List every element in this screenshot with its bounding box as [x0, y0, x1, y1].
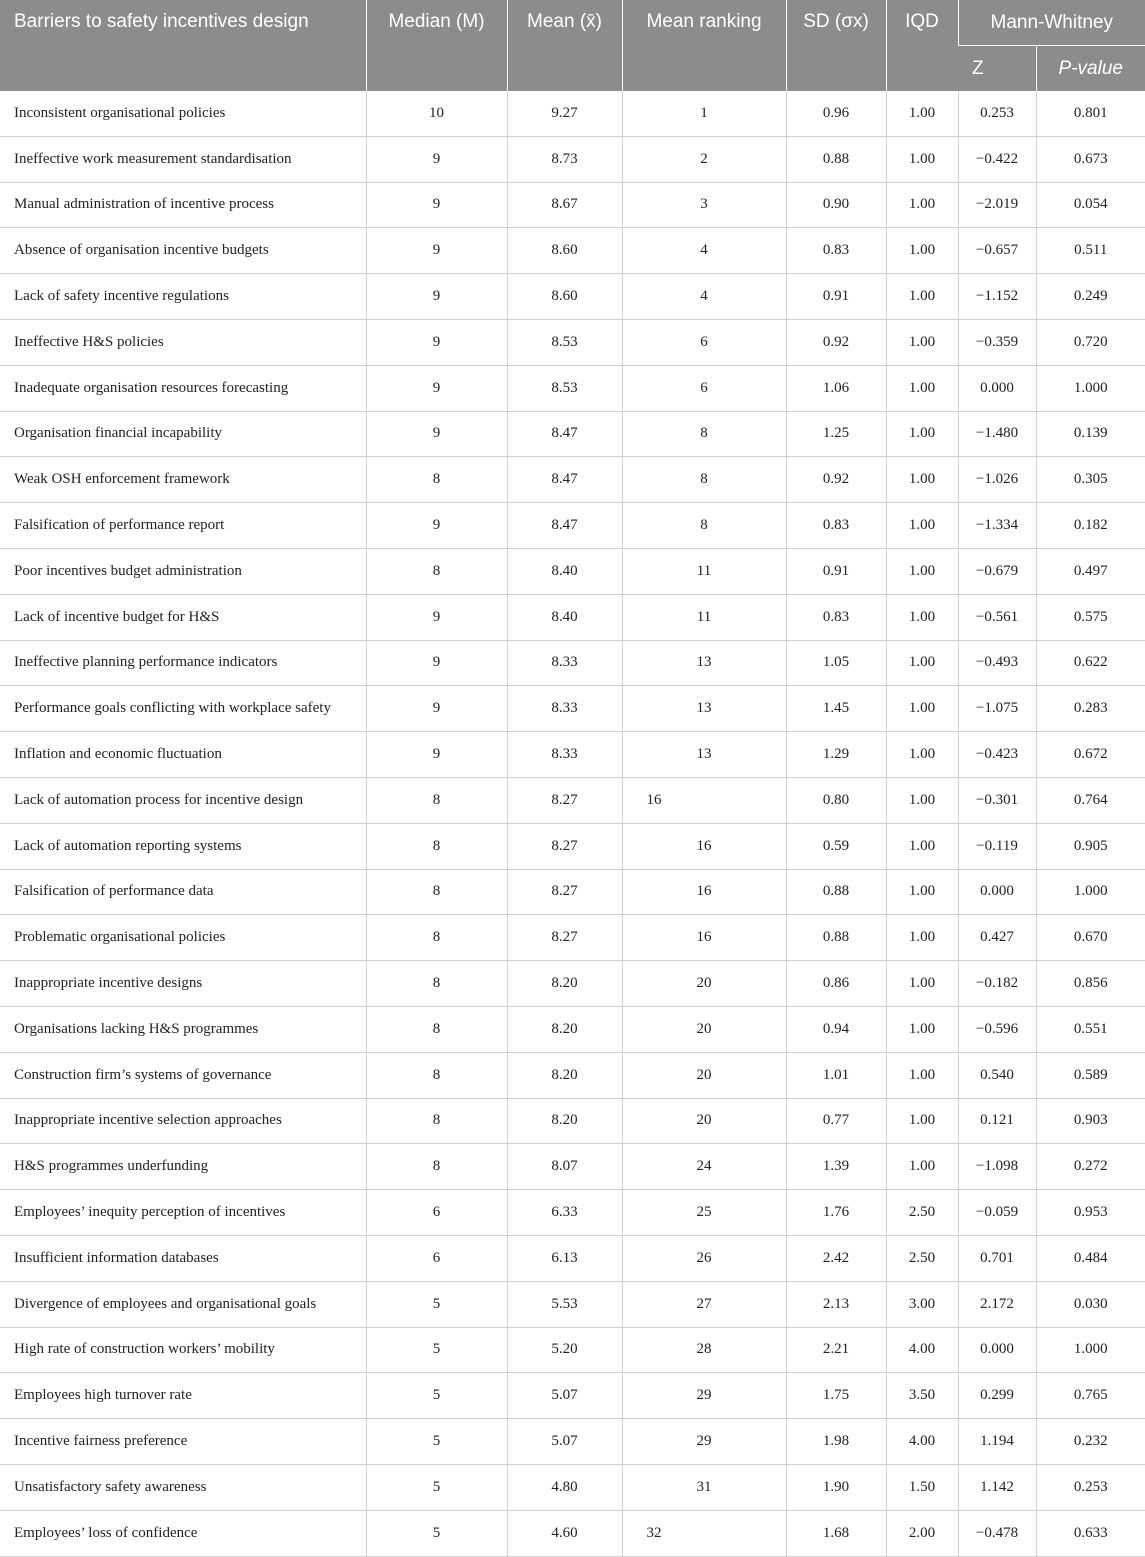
cell-mean-ranking: 20	[622, 1098, 786, 1144]
cell-sd: 0.91	[786, 548, 886, 594]
cell-barrier: Inflation and economic fluctuation	[0, 732, 366, 778]
cell-mean: 8.20	[507, 961, 622, 1007]
cell-mean-ranking: 13	[622, 732, 786, 778]
cell-z: −0.182	[958, 961, 1036, 1007]
cell-iqd: 1.00	[886, 548, 958, 594]
table-row	[0, 319, 1145, 365]
header-z: Z	[958, 46, 1036, 92]
header-barrier: Barriers to safety incentives design	[0, 0, 366, 91]
cell-median: 5	[366, 1281, 507, 1327]
cell-median: 10	[366, 91, 507, 136]
cell-mean-ranking: 29	[622, 1419, 786, 1465]
cell-iqd: 1.00	[886, 1144, 958, 1190]
cell-p-value: 0.905	[1036, 823, 1145, 869]
cell-sd: 1.01	[786, 1052, 886, 1098]
cell-iqd: 1.00	[886, 640, 958, 686]
cell-barrier: Lack of automation reporting systems	[0, 823, 366, 869]
cell-mean: 8.20	[507, 1052, 622, 1098]
cell-median: 8	[366, 869, 507, 915]
cell-mean-ranking: 8	[622, 411, 786, 457]
cell-mean-ranking: 25	[622, 1190, 786, 1236]
cell-sd: 0.83	[786, 228, 886, 274]
cell-mean-ranking: 11	[622, 594, 786, 640]
cell-iqd: 1.00	[886, 594, 958, 640]
cell-median: 9	[366, 411, 507, 457]
cell-z: −1.480	[958, 411, 1036, 457]
cell-mean-ranking: 6	[622, 365, 786, 411]
cell-mean-ranking: 16	[622, 915, 786, 961]
cell-mean-ranking: 27	[622, 1281, 786, 1327]
cell-median: 9	[366, 686, 507, 732]
cell-iqd: 1.00	[886, 1006, 958, 1052]
cell-sd: 0.77	[786, 1098, 886, 1144]
cell-sd: 0.96	[786, 91, 886, 136]
cell-barrier: Divergence of employees and organisational goals	[0, 1281, 366, 1327]
cell-sd: 1.29	[786, 732, 886, 778]
cell-sd: 0.86	[786, 961, 886, 1007]
cell-iqd: 1.00	[886, 823, 958, 869]
cell-iqd: 1.00	[886, 869, 958, 915]
cell-median: 9	[366, 228, 507, 274]
cell-z: −0.478	[958, 1510, 1036, 1556]
table-row	[0, 1190, 1145, 1236]
cell-median: 8	[366, 777, 507, 823]
cell-p-value: 0.054	[1036, 182, 1145, 228]
table-row	[0, 1006, 1145, 1052]
cell-barrier: Lack of automation process for incentive design	[0, 777, 366, 823]
cell-sd: 1.39	[786, 1144, 886, 1190]
cell-mean-ranking: 16	[622, 823, 786, 869]
cell-median: 8	[366, 915, 507, 961]
cell-mean: 8.60	[507, 274, 622, 320]
cell-z: 0.000	[958, 869, 1036, 915]
cell-z: −0.596	[958, 1006, 1036, 1052]
table-row	[0, 1281, 1145, 1327]
cell-p-value: 0.765	[1036, 1373, 1145, 1419]
cell-p-value: 0.633	[1036, 1510, 1145, 1556]
cell-p-value: 0.589	[1036, 1052, 1145, 1098]
cell-mean: 4.80	[507, 1464, 622, 1510]
header-p-value: P-value	[1036, 46, 1145, 92]
cell-iqd: 1.00	[886, 228, 958, 274]
cell-iqd: 1.00	[886, 961, 958, 1007]
cell-sd: 1.75	[786, 1373, 886, 1419]
cell-barrier: Falsification of performance data	[0, 869, 366, 915]
cell-barrier: Ineffective planning performance indicators	[0, 640, 366, 686]
cell-median: 8	[366, 823, 507, 869]
cell-z: 0.000	[958, 365, 1036, 411]
cell-median: 5	[366, 1419, 507, 1465]
cell-iqd: 1.00	[886, 457, 958, 503]
cell-mean: 8.40	[507, 594, 622, 640]
cell-barrier: Employees high turnover rate	[0, 1373, 366, 1419]
cell-sd: 0.59	[786, 823, 886, 869]
cell-mean: 8.20	[507, 1098, 622, 1144]
cell-z: 0.299	[958, 1373, 1036, 1419]
table-row	[0, 961, 1145, 1007]
header-mean: Mean (x̄)	[507, 0, 622, 91]
cell-z: −1.026	[958, 457, 1036, 503]
cell-z: −0.301	[958, 777, 1036, 823]
cell-median: 8	[366, 1098, 507, 1144]
cell-sd: 0.88	[786, 915, 886, 961]
cell-iqd: 1.00	[886, 915, 958, 961]
cell-sd: 0.91	[786, 274, 886, 320]
cell-iqd: 3.00	[886, 1281, 958, 1327]
cell-sd: 1.68	[786, 1510, 886, 1556]
cell-mean: 4.60	[507, 1510, 622, 1556]
cell-median: 9	[366, 594, 507, 640]
cell-sd: 0.92	[786, 457, 886, 503]
cell-mean: 8.33	[507, 640, 622, 686]
cell-p-value: 0.720	[1036, 319, 1145, 365]
table-row	[0, 182, 1145, 228]
header-median: Median (M)	[366, 0, 507, 91]
cell-median: 5	[366, 1327, 507, 1373]
cell-z: 1.142	[958, 1464, 1036, 1510]
cell-mean-ranking: 4	[622, 274, 786, 320]
table-header	[0, 0, 1145, 91]
cell-barrier: Lack of safety incentive regulations	[0, 274, 366, 320]
cell-sd: 1.45	[786, 686, 886, 732]
cell-sd: 2.42	[786, 1235, 886, 1281]
cell-sd: 1.76	[786, 1190, 886, 1236]
cell-iqd: 2.50	[886, 1190, 958, 1236]
table-row	[0, 1464, 1145, 1510]
cell-barrier: Incentive fairness preference	[0, 1419, 366, 1465]
cell-mean: 8.47	[507, 411, 622, 457]
cell-barrier: Organisation financial incapability	[0, 411, 366, 457]
cell-mean: 9.27	[507, 91, 622, 136]
table-row	[0, 732, 1145, 778]
table-row	[0, 548, 1145, 594]
cell-iqd: 2.00	[886, 1510, 958, 1556]
table-row	[0, 136, 1145, 182]
cell-z: −0.657	[958, 228, 1036, 274]
cell-mean-ranking: 4	[622, 228, 786, 274]
cell-iqd: 1.00	[886, 1052, 958, 1098]
cell-median: 8	[366, 1006, 507, 1052]
cell-sd: 0.83	[786, 503, 886, 549]
cell-median: 5	[366, 1510, 507, 1556]
cell-mean-ranking: 32	[622, 1510, 786, 1556]
cell-z: −0.493	[958, 640, 1036, 686]
table-row	[0, 228, 1145, 274]
table-row	[0, 1235, 1145, 1281]
cell-mean: 8.47	[507, 457, 622, 503]
cell-sd: 0.92	[786, 319, 886, 365]
cell-p-value: 0.484	[1036, 1235, 1145, 1281]
cell-iqd: 1.00	[886, 274, 958, 320]
cell-mean-ranking: 13	[622, 640, 786, 686]
cell-barrier: Inappropriate incentive designs	[0, 961, 366, 1007]
cell-barrier: Poor incentives budget administration	[0, 548, 366, 594]
cell-mean-ranking: 20	[622, 1006, 786, 1052]
cell-mean-ranking: 1	[622, 91, 786, 136]
cell-mean-ranking: 16	[622, 777, 786, 823]
header-mann-whitney: Mann-Whitney	[958, 0, 1145, 46]
cell-iqd: 1.00	[886, 319, 958, 365]
cell-p-value: 0.272	[1036, 1144, 1145, 1190]
table-row	[0, 1373, 1145, 1419]
cell-p-value: 0.497	[1036, 548, 1145, 594]
cell-median: 9	[366, 503, 507, 549]
table-row	[0, 1510, 1145, 1556]
cell-z: −1.334	[958, 503, 1036, 549]
cell-mean: 5.07	[507, 1373, 622, 1419]
cell-iqd: 1.00	[886, 686, 958, 732]
cell-p-value: 0.249	[1036, 274, 1145, 320]
cell-mean: 8.27	[507, 777, 622, 823]
cell-sd: 1.90	[786, 1464, 886, 1510]
cell-sd: 0.88	[786, 869, 886, 915]
table-row	[0, 869, 1145, 915]
cell-p-value: 0.283	[1036, 686, 1145, 732]
cell-z: −1.098	[958, 1144, 1036, 1190]
cell-mean-ranking: 24	[622, 1144, 786, 1190]
cell-p-value: 0.953	[1036, 1190, 1145, 1236]
cell-p-value: 0.551	[1036, 1006, 1145, 1052]
cell-p-value: 0.139	[1036, 411, 1145, 457]
cell-barrier: Inconsistent organisational policies	[0, 91, 366, 136]
cell-mean-ranking: 20	[622, 1052, 786, 1098]
cell-z: −0.059	[958, 1190, 1036, 1236]
cell-barrier: Performance goals conflicting with workplace safety	[0, 686, 366, 732]
header-iqd: IQD	[886, 0, 958, 91]
table-row	[0, 594, 1145, 640]
cell-z: 0.427	[958, 915, 1036, 961]
cell-p-value: 1.000	[1036, 1327, 1145, 1373]
cell-z: −0.119	[958, 823, 1036, 869]
cell-z: −0.561	[958, 594, 1036, 640]
cell-barrier: Lack of incentive budget for H&S	[0, 594, 366, 640]
cell-mean-ranking: 11	[622, 548, 786, 594]
cell-p-value: 0.622	[1036, 640, 1145, 686]
cell-p-value: 0.511	[1036, 228, 1145, 274]
cell-p-value: 0.575	[1036, 594, 1145, 640]
cell-barrier: Ineffective H&S policies	[0, 319, 366, 365]
cell-mean: 8.27	[507, 823, 622, 869]
cell-p-value: 0.182	[1036, 503, 1145, 549]
cell-p-value: 0.253	[1036, 1464, 1145, 1510]
cell-mean-ranking: 8	[622, 457, 786, 503]
cell-sd: 2.21	[786, 1327, 886, 1373]
cell-barrier: Employees’ loss of confidence	[0, 1510, 366, 1556]
cell-sd: 0.88	[786, 136, 886, 182]
cell-z: 0.253	[958, 91, 1036, 136]
cell-p-value: 1.000	[1036, 869, 1145, 915]
cell-barrier: Inappropriate incentive selection approaches	[0, 1098, 366, 1144]
table-row	[0, 640, 1145, 686]
cell-z: 2.172	[958, 1281, 1036, 1327]
cell-median: 6	[366, 1235, 507, 1281]
table-row	[0, 915, 1145, 961]
cell-p-value: 0.856	[1036, 961, 1145, 1007]
cell-iqd: 1.00	[886, 503, 958, 549]
cell-barrier: Absence of organisation incentive budgets	[0, 228, 366, 274]
cell-mean: 8.73	[507, 136, 622, 182]
cell-iqd: 1.00	[886, 365, 958, 411]
cell-sd: 0.80	[786, 777, 886, 823]
cell-mean: 8.47	[507, 503, 622, 549]
cell-p-value: 0.673	[1036, 136, 1145, 182]
table-row	[0, 1419, 1145, 1465]
cell-mean: 8.27	[507, 869, 622, 915]
cell-sd: 0.94	[786, 1006, 886, 1052]
table-row	[0, 274, 1145, 320]
cell-median: 8	[366, 1052, 507, 1098]
cell-mean: 8.33	[507, 732, 622, 778]
cell-p-value: 0.030	[1036, 1281, 1145, 1327]
cell-iqd: 1.50	[886, 1464, 958, 1510]
cell-barrier: Problematic organisational policies	[0, 915, 366, 961]
cell-mean-ranking: 29	[622, 1373, 786, 1419]
cell-barrier: H&S programmes underfunding	[0, 1144, 366, 1190]
table-row	[0, 1144, 1145, 1190]
cell-median: 8	[366, 457, 507, 503]
cell-z: −0.679	[958, 548, 1036, 594]
table-row	[0, 686, 1145, 732]
cell-iqd: 4.00	[886, 1327, 958, 1373]
cell-sd: 0.83	[786, 594, 886, 640]
cell-mean: 6.13	[507, 1235, 622, 1281]
cell-p-value: 0.801	[1036, 91, 1145, 136]
table-row	[0, 411, 1145, 457]
cell-mean: 5.07	[507, 1419, 622, 1465]
cell-mean: 8.53	[507, 319, 622, 365]
cell-z: −1.152	[958, 274, 1036, 320]
cell-median: 8	[366, 961, 507, 1007]
cell-median: 8	[366, 548, 507, 594]
cell-p-value: 0.670	[1036, 915, 1145, 961]
cell-median: 5	[366, 1464, 507, 1510]
table-row	[0, 1052, 1145, 1098]
cell-mean-ranking: 6	[622, 319, 786, 365]
table-row	[0, 823, 1145, 869]
cell-iqd: 2.50	[886, 1235, 958, 1281]
cell-p-value: 0.305	[1036, 457, 1145, 503]
cell-barrier: Insufficient information databases	[0, 1235, 366, 1281]
cell-median: 9	[366, 274, 507, 320]
cell-sd: 1.98	[786, 1419, 886, 1465]
cell-z: 0.000	[958, 1327, 1036, 1373]
cell-median: 9	[366, 182, 507, 228]
table-row	[0, 1098, 1145, 1144]
cell-iqd: 4.00	[886, 1419, 958, 1465]
cell-median: 9	[366, 365, 507, 411]
cell-sd: 1.06	[786, 365, 886, 411]
cell-p-value: 0.903	[1036, 1098, 1145, 1144]
cell-z: −0.359	[958, 319, 1036, 365]
table-row	[0, 365, 1145, 411]
cell-median: 6	[366, 1190, 507, 1236]
cell-iqd: 1.00	[886, 91, 958, 136]
cell-iqd: 1.00	[886, 777, 958, 823]
cell-mean: 5.53	[507, 1281, 622, 1327]
cell-barrier: Ineffective work measurement standardisation	[0, 136, 366, 182]
header-mean-ranking: Mean ranking	[622, 0, 786, 91]
cell-z: −0.423	[958, 732, 1036, 778]
cell-median: 9	[366, 319, 507, 365]
cell-barrier: Falsification of performance report	[0, 503, 366, 549]
cell-mean: 8.27	[507, 915, 622, 961]
cell-p-value: 1.000	[1036, 365, 1145, 411]
cell-z: 0.540	[958, 1052, 1036, 1098]
cell-median: 9	[366, 136, 507, 182]
cell-iqd: 1.00	[886, 411, 958, 457]
cell-mean: 8.40	[507, 548, 622, 594]
cell-barrier: Manual administration of incentive process	[0, 182, 366, 228]
cell-z: 1.194	[958, 1419, 1036, 1465]
cell-iqd: 1.00	[886, 732, 958, 778]
cell-median: 8	[366, 1144, 507, 1190]
cell-z: 0.701	[958, 1235, 1036, 1281]
table-body	[0, 91, 1145, 1556]
cell-barrier: Employees’ inequity perception of incentives	[0, 1190, 366, 1236]
cell-barrier: Construction firm’s systems of governance	[0, 1052, 366, 1098]
cell-mean: 8.33	[507, 686, 622, 732]
cell-sd: 0.90	[786, 182, 886, 228]
cell-barrier: Inadequate organisation resources forecasting	[0, 365, 366, 411]
cell-mean-ranking: 13	[622, 686, 786, 732]
cell-mean: 8.20	[507, 1006, 622, 1052]
cell-z: 0.121	[958, 1098, 1036, 1144]
cell-mean-ranking: 26	[622, 1235, 786, 1281]
cell-mean-ranking: 20	[622, 961, 786, 1007]
cell-barrier: Unsatisfactory safety awareness	[0, 1464, 366, 1510]
cell-barrier: High rate of construction workers’ mobility	[0, 1327, 366, 1373]
table-row	[0, 1327, 1145, 1373]
cell-mean: 8.07	[507, 1144, 622, 1190]
cell-mean-ranking: 31	[622, 1464, 786, 1510]
cell-p-value: 0.672	[1036, 732, 1145, 778]
cell-barrier: Weak OSH enforcement framework	[0, 457, 366, 503]
cell-sd: 2.13	[786, 1281, 886, 1327]
cell-mean-ranking: 16	[622, 869, 786, 915]
cell-p-value: 0.232	[1036, 1419, 1145, 1465]
table-row	[0, 91, 1145, 136]
cell-sd: 1.05	[786, 640, 886, 686]
cell-z: −2.019	[958, 182, 1036, 228]
cell-sd: 1.25	[786, 411, 886, 457]
cell-mean: 8.60	[507, 228, 622, 274]
cell-mean: 6.33	[507, 1190, 622, 1236]
cell-iqd: 1.00	[886, 182, 958, 228]
cell-iqd: 1.00	[886, 136, 958, 182]
cell-mean-ranking: 3	[622, 182, 786, 228]
cell-mean: 8.53	[507, 365, 622, 411]
cell-p-value: 0.764	[1036, 777, 1145, 823]
cell-median: 9	[366, 640, 507, 686]
cell-z: −1.075	[958, 686, 1036, 732]
cell-mean-ranking: 2	[622, 136, 786, 182]
cell-z: −0.422	[958, 136, 1036, 182]
cell-mean: 5.20	[507, 1327, 622, 1373]
cell-barrier: Organisations lacking H&S programmes	[0, 1006, 366, 1052]
cell-iqd: 1.00	[886, 1098, 958, 1144]
cell-median: 9	[366, 732, 507, 778]
table-row	[0, 503, 1145, 549]
cell-mean-ranking: 8	[622, 503, 786, 549]
header-sd: SD (σx)	[786, 0, 886, 91]
cell-median: 5	[366, 1373, 507, 1419]
cell-mean-ranking: 28	[622, 1327, 786, 1373]
table-row	[0, 457, 1145, 503]
table-row	[0, 777, 1145, 823]
cell-iqd: 3.50	[886, 1373, 958, 1419]
cell-mean: 8.67	[507, 182, 622, 228]
